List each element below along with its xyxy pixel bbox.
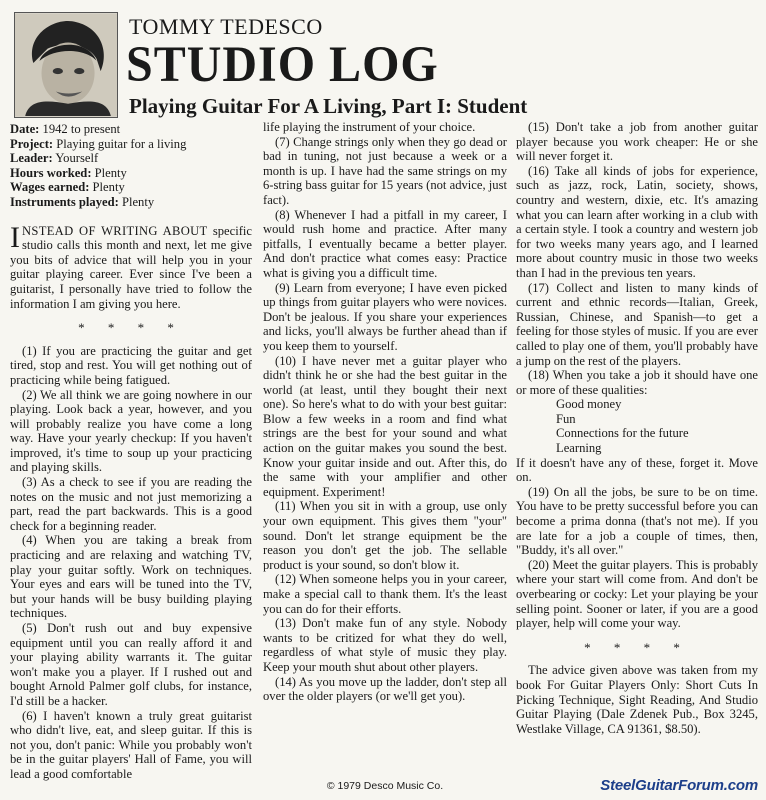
tip-10: (10) I have never met a guitar player who didn't think he or she had the best guitar in the world (at least, until they bought their next one). So here's what to do with your best guitar: Blow a few weeks in a room and find what strings are the best for your sound and what action on the guitar makes you sound the best. Know your guitar inside and out. After this, do the same with your amplifier and other equipment. Experiment! (263, 353, 507, 499)
meta-leader: Leader: Yourself (10, 151, 99, 166)
intro-paragraph: INSTEAD OF WRITING ABOUT specific studio calls this month and next, let me give you bits of advice that will help you in your guitar playing career. Ever since I've been a guitarist, I personally have tried to follow the information I am giving you here. (10, 220, 252, 311)
column-title: STUDIO LOG (126, 37, 439, 93)
tip-7: (7) Change strings only when they go dead or bad in tuning, not just because a week or a month is up. I have had the same strings on my 6-string bass guitar for 15 years (not advice, just fact). (263, 134, 507, 207)
closing-note: The advice given above was taken from my book For Guitar Players Only: Short Cuts In Picking Technique, Sight Reading, And Studio Guitar Playing (Dale Zdenek Pub., Box 3245, Westlake Village, CA 91361, $8.50). (516, 663, 758, 736)
tip-8: (8) Whenever I had a pitfall in my career, I would rush home and practice. After many pitfalls, I eventually became a better player. And don't practice what comes easy: Practice what is giving you a difficult time. (263, 207, 507, 280)
tip-12: (12) When someone helps you in your career, make a special call to thank them. It's the least you can do for their efforts. (263, 572, 507, 616)
copyright-notice: © 1979 Desco Music Co. (326, 780, 444, 792)
tip-18-after: If it doesn't have any of these, forget it. Move on. (516, 455, 758, 485)
tip-6-continued: life playing the instrument of your choice. (263, 120, 476, 134)
meta-wages: Wages earned: Plenty (10, 180, 125, 195)
meta-instruments: Instruments played: Plenty (10, 194, 155, 209)
drop-cap: I (10, 220, 20, 254)
tip-1: (1) If you are practicing the guitar and get tired, stop and rest. You will get nothing out of practicing while being fatigued. (10, 343, 252, 387)
column-3 (516, 120, 758, 736)
quality-item: Learning (556, 441, 602, 456)
tip-5: (5) Don't rush out and buy expensive equipment until you can really afford it and your playing ability warrants it. The guitar won't make you a player. If I rushed out and bought Arnold Palmer golf clubs, for instance, I'd still be a hacker. (10, 621, 252, 708)
tip-3: (3) As a check to see if you are reading the notes on the music and not just memorizing a part, read the part backwards. This is a good check for a beginning reader. (10, 475, 252, 533)
section-stars: * * * * (78, 320, 184, 336)
meta-project: Project: Playing guitar for a living (10, 136, 187, 151)
column-header (8, 6, 758, 118)
tip-13: (13) Don't make fun of any style. Nobody wants to be critized for what they do well, regardless of what style of music they play. Keep your mouth shut about other players. (263, 616, 507, 674)
tip-4: (4) When you are taking a break from practicing and are relaxing and watching TV, play your guitar softly. Work on techniques. Your eyes and ears will be tuned into the TV, but your hands will be busy building playing techniques. (10, 533, 252, 621)
tip-20: (20) Meet the guitar players. This is probably where your start will come from. And don't be overbearing or cocky: Let your playing be your selling point. Sooner or later, if you are a good player, help will come your way. (516, 557, 758, 631)
session-meta (10, 122, 252, 210)
tip-17: (17) Collect and listen to many kinds of current and ethnic records—Italian, Greek, Russian, Chinese, and Spanish—to get a feeling for those styles of music. If you are ever called to play one of them, you'll probably have a jump on the rest of the players. (516, 280, 758, 368)
quality-item: Connections for the future (556, 426, 689, 441)
tip-18: (18) When you take a job it should have one or more of these qualities: (516, 368, 758, 397)
quality-item: Good money (556, 397, 622, 412)
tip-15: (15) Don't take a job from another guitar player because you work cheaper: He or she will never forget it. (516, 120, 758, 164)
article-headline: Playing Guitar For A Living, Part I: Student (129, 94, 528, 118)
tip-11: (11) When you sit in with a group, use only your own equipment. This gives them "your" sound. Don't let strange equipment be the reason you don't get the job. The sellable product is your sound, so don't blow it. (263, 499, 507, 572)
tip-2: (2) We all think we are going nowhere in our playing. Look back a year, however, and you will probably realize you have come a long way. Have your yearly checkup: If you haven't improved, it's time to soup up your practicing and playing skills. (10, 387, 252, 475)
tip-6: (6) I haven't known a truly great guitarist who didn't live, eat, and sleep guitar. If this is not you, don't panic: While you probably won't be in the guitar players' Hall of Fame, you will lead a good comfortable (10, 708, 252, 781)
meta-hours: Hours worked: Plenty (10, 165, 127, 180)
tip-19: (19) On all the jobs, be sure to be on time. You have to be pretty successful before you can become a prima donna (that's not me). If you are late for a job a couple of times, then, "Buddy, it's all over." (516, 484, 758, 558)
quality-item: Fun (556, 411, 576, 426)
column-2 (263, 120, 507, 704)
tip-16: (16) Take all kinds of jobs for experience, such as jazz, rock, Latin, society, shows, country and western, dixie, etc. It's amazing what you can learn after working in a club with a certain style. I took a country and western job for two weeks many years ago, and I learned more about country music in those two weeks than I had in the previous ten years. (516, 163, 758, 280)
site-watermark: SteelGuitarForum.com (600, 777, 758, 794)
tip-9: (9) Learn from everyone; I have even picked up things from guitar players who were novices. Don't be jealous. If you share your experiences and licks, you'll always be further ahead than if you keep them to yourself. (263, 280, 507, 353)
column-1 (10, 122, 252, 782)
author-name: TOMMY TEDESCO (129, 14, 323, 39)
tip-14: (14) As you move up the ladder, don't step all over the older players (or we'll get you). (263, 674, 507, 704)
meta-date: Date: 1942 to present (10, 122, 121, 136)
author-photo (14, 12, 118, 118)
section-stars-2: * * * * (584, 639, 690, 655)
author-portrait-image (15, 13, 117, 117)
